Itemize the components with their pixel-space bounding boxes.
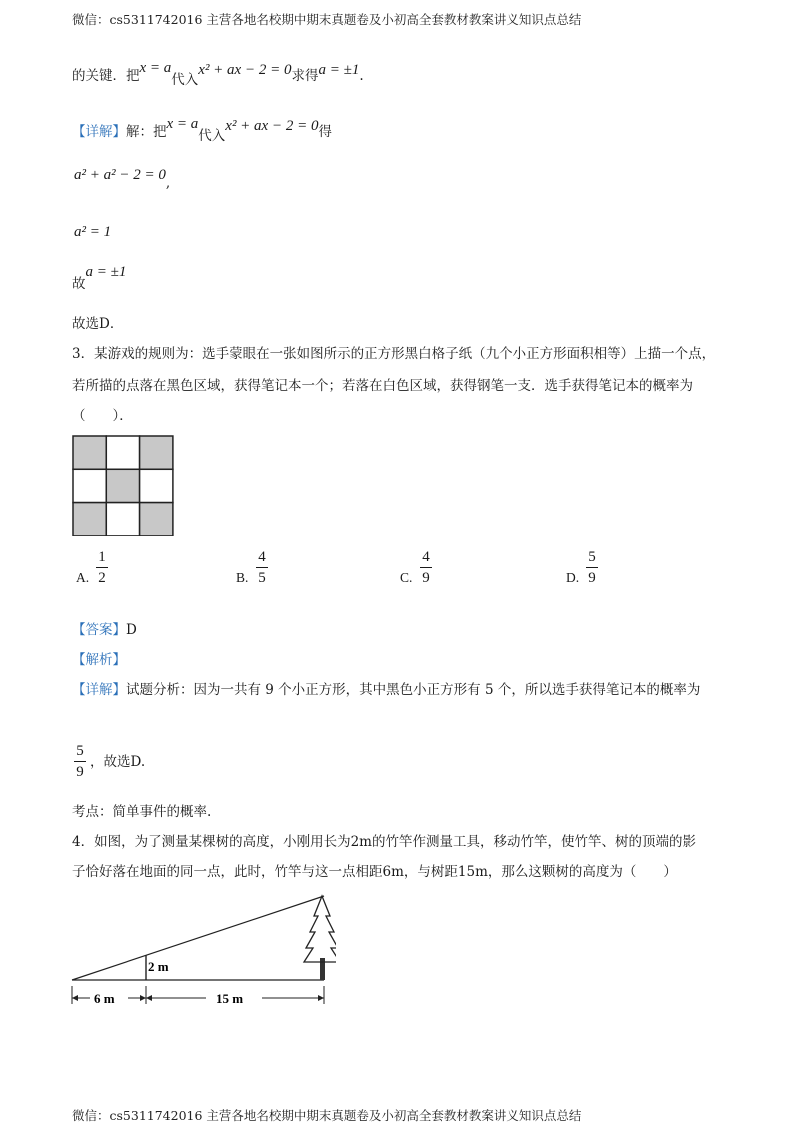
q4-line-1: 4．如图，为了测量某棵树的高度，小刚用长为2m的竹竿作测量工具，移动竹竿，使竹竿、树的顶端的影 [72, 834, 696, 850]
option-fraction: 4 9 [420, 548, 432, 587]
prev-choose: 故选D． [72, 316, 124, 332]
q3-result-fraction: 5 9 [74, 742, 86, 781]
answer-value: D [126, 622, 137, 638]
q3-line-2: 若所描的点落在黑色区域，获得笔记本一个；若落在白色区域，获得钢笔一支．选手获得笔记本的概率为 [72, 378, 693, 394]
equation-1: $a^2 + a^2 - 2 = 0_,$ [74, 167, 171, 191]
prev-line-1: 的关键．把x = a代入x² + ax − 2 = 0求得a = ±1. [72, 60, 364, 88]
sight-line [72, 896, 324, 980]
q3-grid-figure [72, 435, 176, 536]
q4-tree-figure [66, 890, 336, 1010]
arrow-right [318, 995, 324, 1001]
detail-label: 【详解】 [72, 682, 126, 698]
grid-cell-light [106, 503, 139, 536]
equation-2: a² = 1 [74, 224, 112, 240]
equation-3: 故a = ±1 [72, 264, 127, 292]
q3-answer [72, 620, 137, 640]
dist1-label: 6 m [94, 991, 115, 1006]
grid-cell-dark [140, 503, 173, 536]
page-footer: 微信：cs5311742016 主营各地名校期中期末真题卷及小初高全套教材教案讲义知识点总结 [72, 1108, 582, 1123]
tree-icon [304, 896, 336, 980]
q3-analysis-label: 【解析】 [72, 652, 126, 668]
pole-label: 2 m [148, 959, 169, 974]
detail-label: 【详解】 [72, 124, 126, 140]
grid-cell-light [106, 436, 139, 469]
option-label: D. [566, 570, 580, 585]
option-fraction: 4 5 [256, 548, 268, 587]
grid-cell-dark [140, 436, 173, 469]
grid-cell-light [140, 469, 173, 502]
q3-point: 考点：简单事件的概率. [72, 804, 212, 820]
prev-detail-line: 【详解】解：把x = a代入x² + ax − 2 = 0得 [72, 116, 332, 144]
q4-line-2: 子恰好落在地面的同一点，此时，竹竿与这一点相距6m，与树距15m，那么这颗树的高度为（ ） [72, 864, 677, 880]
q3-line-1: 3．某游戏的规则为：选手蒙眼在一张如图所示的正方形黑白格子纸（九个小正方形面积相等）上描一个点， [72, 346, 716, 362]
arrow-left [72, 995, 78, 1001]
option-label: A. [76, 570, 90, 585]
q3-result-tail: ，故选D. [90, 754, 146, 770]
q3-line-3: （ ）． [72, 408, 133, 424]
option-label: C. [400, 570, 413, 585]
q3-detail: 【详解】试题分析：因为一共有 9 个小正方形，其中黑色小正方形有 5 个，所以选手获得笔记本的概率为 [72, 682, 701, 698]
option-label: B. [236, 570, 249, 585]
option-fraction: 5 9 [586, 548, 598, 587]
grid-cell-dark [73, 503, 106, 536]
page-header: 微信：cs5311742016 主营各地名校期中期末真题卷及小初高全套教材教案讲义知识点总结 [72, 12, 582, 27]
option-fraction: 1 2 [96, 548, 108, 587]
answer-label: 【答案】 [72, 622, 126, 638]
grid-cell-dark [106, 469, 139, 502]
grid-cell-dark [73, 436, 106, 469]
grid-cell-light [73, 469, 106, 502]
dist2-label: 15 m [216, 991, 244, 1006]
